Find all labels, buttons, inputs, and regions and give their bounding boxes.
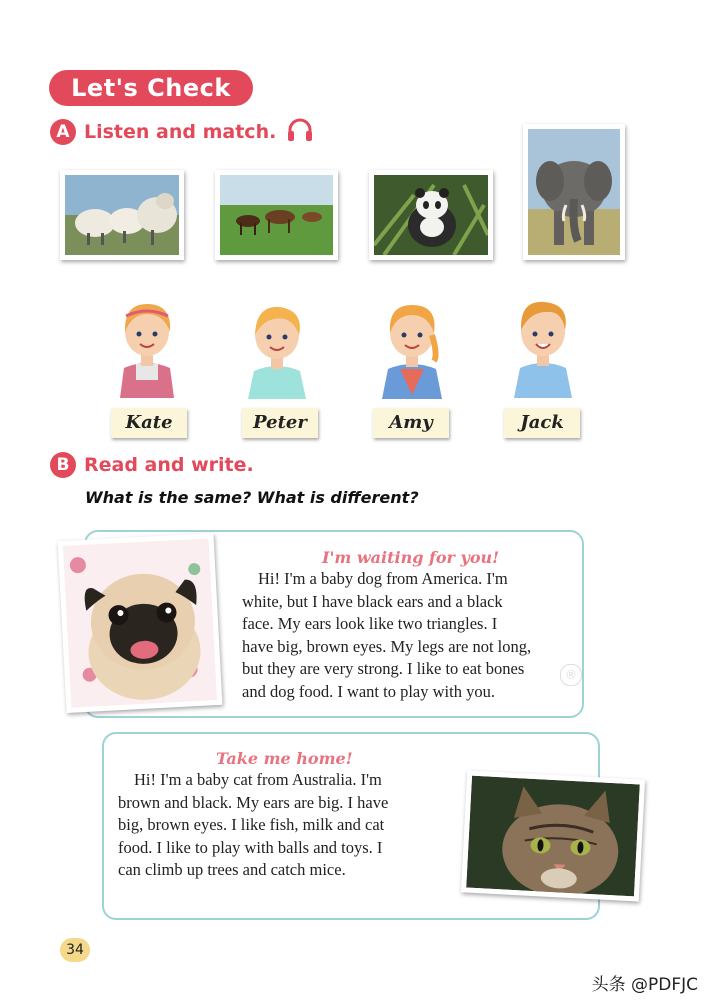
- sheep-photo: [60, 170, 184, 260]
- elephant-photo: [523, 124, 625, 260]
- question-text: What is the same? What is different?: [85, 488, 419, 507]
- cat-line-1: Hi! I'm a baby cat from Australia. I'm: [134, 770, 382, 789]
- section-b-header: [50, 452, 254, 478]
- page-title: Let's Check: [49, 70, 253, 106]
- section-a-header: [50, 117, 314, 147]
- section-b-label: Read and write.: [84, 454, 254, 476]
- name-card-kate[interactable]: Kate: [111, 408, 187, 438]
- watermark-text: 头条 @PDFJC: [591, 975, 698, 995]
- horses-photo: [215, 170, 338, 260]
- cat-line-2: brown and black. My ears are big. I have: [118, 792, 389, 812]
- amy-figure: [376, 295, 448, 403]
- cat-line-4: food. I like to play with balls and toys. I: [118, 837, 383, 857]
- pug-photo: [58, 533, 223, 713]
- cat-line-3: big, brown eyes. I like fish, milk and cat: [118, 815, 385, 834]
- cat-box-body: [118, 769, 458, 882]
- section-a-badge: A: [50, 119, 76, 145]
- headphones-icon[interactable]: [286, 117, 314, 147]
- section-b-badge: B: [50, 452, 76, 478]
- page-number: 34: [60, 938, 90, 962]
- dog-box-title: I'm waiting for you!: [322, 548, 500, 567]
- dog-line-1: Hi! I'm a baby dog from America. I'm: [258, 569, 508, 588]
- section-a-label: Listen and match.: [84, 121, 277, 143]
- name-card-peter[interactable]: Peter: [242, 408, 318, 438]
- dog-box-body: [242, 568, 577, 703]
- peter-figure: [242, 295, 312, 403]
- kate-figure: [112, 292, 182, 402]
- dog-line-5: but they are very strong. I like to eat bones: [242, 659, 525, 678]
- dog-line-6: and dog food. I want to play with you.: [242, 681, 495, 701]
- dog-line-2: white, but I have black ears and a black: [242, 591, 503, 611]
- cat-photo: [461, 770, 645, 901]
- dog-line-4: have big, brown eyes. My legs are not long,: [242, 636, 532, 656]
- cat-line-5: can climb up trees and catch mice.: [118, 860, 346, 879]
- panda-photo: [369, 170, 493, 260]
- jack-figure: [508, 292, 578, 402]
- name-card-jack[interactable]: Jack: [504, 408, 580, 438]
- name-card-amy[interactable]: Amy: [373, 408, 449, 438]
- dog-line-3: face. My ears look like two triangles. I: [242, 614, 498, 633]
- registered-mark-icon: ®: [560, 664, 582, 686]
- cat-box-title: Take me home!: [216, 749, 353, 768]
